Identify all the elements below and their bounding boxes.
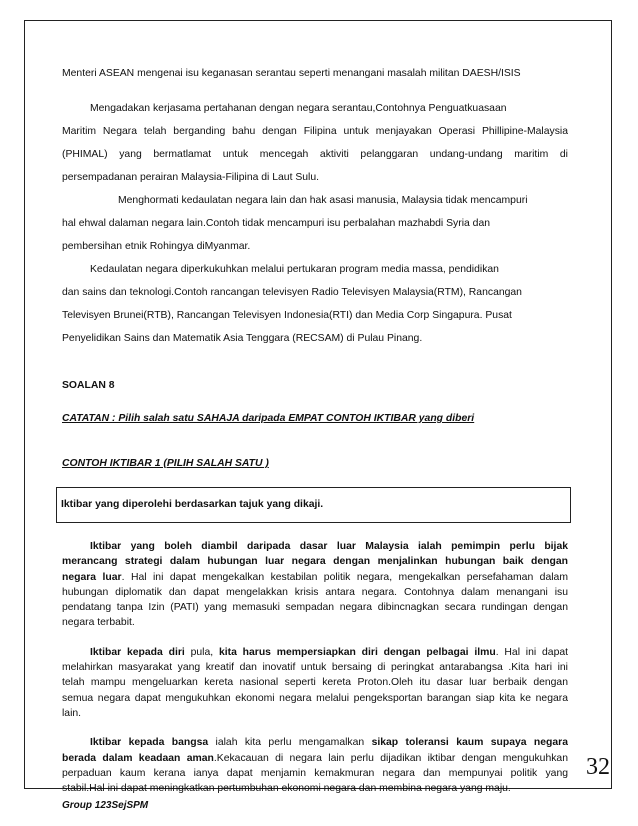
text-line: (PHIMAL) yang bermatlamat untuk mencegah aktiviti pelanggaran undang-undang maritim di (62, 149, 568, 160)
footer-text: Group 123SejSPM (62, 800, 149, 811)
text-line: pembersihan etnik Rohingya diMyanmar. (62, 241, 251, 252)
instruction-note: CATATAN : Pilih salah satu SAHAJA daripada EMPAT CONTOH IKTIBAR yang diberi (62, 413, 475, 424)
text-line: negara terbabit. (62, 617, 135, 629)
text-line: Kedaulatan negara diperkukuhkan melalui pertukaran program media massa, pendidikan (90, 264, 499, 275)
text-line: Televisyen Brunei(RTB), Rancangan Televisyen Indonesia(RTI) dan Media Corp Singapura. Pusat (62, 310, 512, 321)
text-line: Menteri ASEAN mengenai isu keganasan serantau seperti menangani masalah militan DAESH/ISIS (62, 68, 521, 79)
bold-text: berada dalam keadaan aman (62, 752, 214, 764)
text-span: pula, (184, 646, 219, 658)
text-line: hal ehwal dalaman negara lain.Contoh tidak mencampuri isu perbalahan mazhabdi Syria dan (62, 218, 491, 229)
text-line: lain. (62, 707, 82, 719)
text-line: telah mampu mengeluarkan kereta nasional seperti kereta Proton.Oleh itu dasar luar berbaik dengan (62, 677, 568, 689)
bold-text: Iktibar kepada diri (90, 646, 185, 658)
text-line: persempadanan perairan Malaysia-Filipina di Laut Sulu. (62, 172, 320, 183)
bold-text: Iktibar kepada bangsa (90, 737, 209, 749)
text-line (62, 539, 568, 554)
paragraph-nation (62, 735, 568, 796)
bold-text: kita harus mempersiapkan diri dengan pelbagai ilmu (218, 646, 496, 658)
text-line: Mengadakan kerjasama pertahanan dengan negara serantau,Contohnya Penguatkuasaan (90, 103, 507, 114)
paragraph-leader (62, 539, 568, 631)
text-line (62, 554, 568, 569)
text-line (62, 735, 568, 750)
document-body (62, 62, 568, 796)
bold-text: sikap toleransi kaum supaya negara (371, 737, 568, 749)
example-heading: CONTOH IKTIBAR 1 (PILIH SALAH SATU ) (62, 458, 269, 469)
bold-text: merancang strategi dalam hubungan luar negara dengan menjalinkan hubungan baik dengan (62, 556, 568, 568)
text-line (62, 645, 568, 660)
text-span: . Hal ini dapat (495, 646, 568, 658)
bold-text: negara luar (62, 571, 122, 583)
text-span: . Hal ini dapat mengekalkan kestabilan politik negara, mengekalkan persefahaman dalam (121, 571, 568, 583)
text-line: dan sains dan teknologi.Contoh rancangan televisyen Radio Televisyen Malaysia(RTM), Rancangan (62, 287, 522, 298)
text-line: semua negara dapat mengukuhkan ekonomi negara melalui pengeksportan barangan siap kita ke negara (62, 692, 568, 704)
text-span: .Kekacauan di negara lain perlu dijadikan iktibar dengan mengukuhkan (213, 752, 568, 764)
text-line: perpaduan kaum kerana ianya dapat menjamin kemakmuran negara dan mempunyai politik yang (62, 767, 568, 779)
text-line: pendatang tanpa Izin (PATI) yang memasuki sempadan negara dibincnagkan secara rundingan dengan (62, 602, 568, 614)
text-line: Menghormati kedaulatan negara lain dan hak asasi manusia, Malaysia tidak mencampuri (118, 195, 528, 206)
text-line: Penyelidikan Sains dan Matematik Asia Tenggara (RECSAM) di Pulau Pinang. (62, 333, 423, 344)
text-line: hubungan diplomatik dan dapat mengelakkan krisis antara negara. Contohnya dalam menangani isu (62, 586, 568, 598)
text-line (62, 751, 568, 766)
section-title: SOALAN 8 (62, 380, 115, 391)
page-number: 32 (586, 754, 610, 780)
text-span: ialah kita perlu mengamalkan (208, 737, 372, 749)
paragraph-self (62, 645, 568, 721)
text-line: stabil.Hal ini dapat meningkatkan pertumbuhan ekonomi negara dan membina negara yang maju. (62, 783, 511, 795)
text-line: melahirkan masyarakat yang kreatif dan inovatif untuk bersaing di peringkat antarabangsa .Kita hari ini (62, 662, 568, 674)
bold-text: Iktibar yang boleh diambil daripada dasar luar Malaysia ialah pemimpin perlu bijak (90, 541, 568, 552)
text-line: Maritim Negara telah berganding bahu dengan Filipina untuk menjayakan Operasi Phillipine-Malaysia (62, 126, 568, 137)
text-line (62, 570, 568, 585)
boxed-heading: Iktibar yang diperolehi berdasarkan tajuk yang dikaji. (56, 487, 571, 523)
